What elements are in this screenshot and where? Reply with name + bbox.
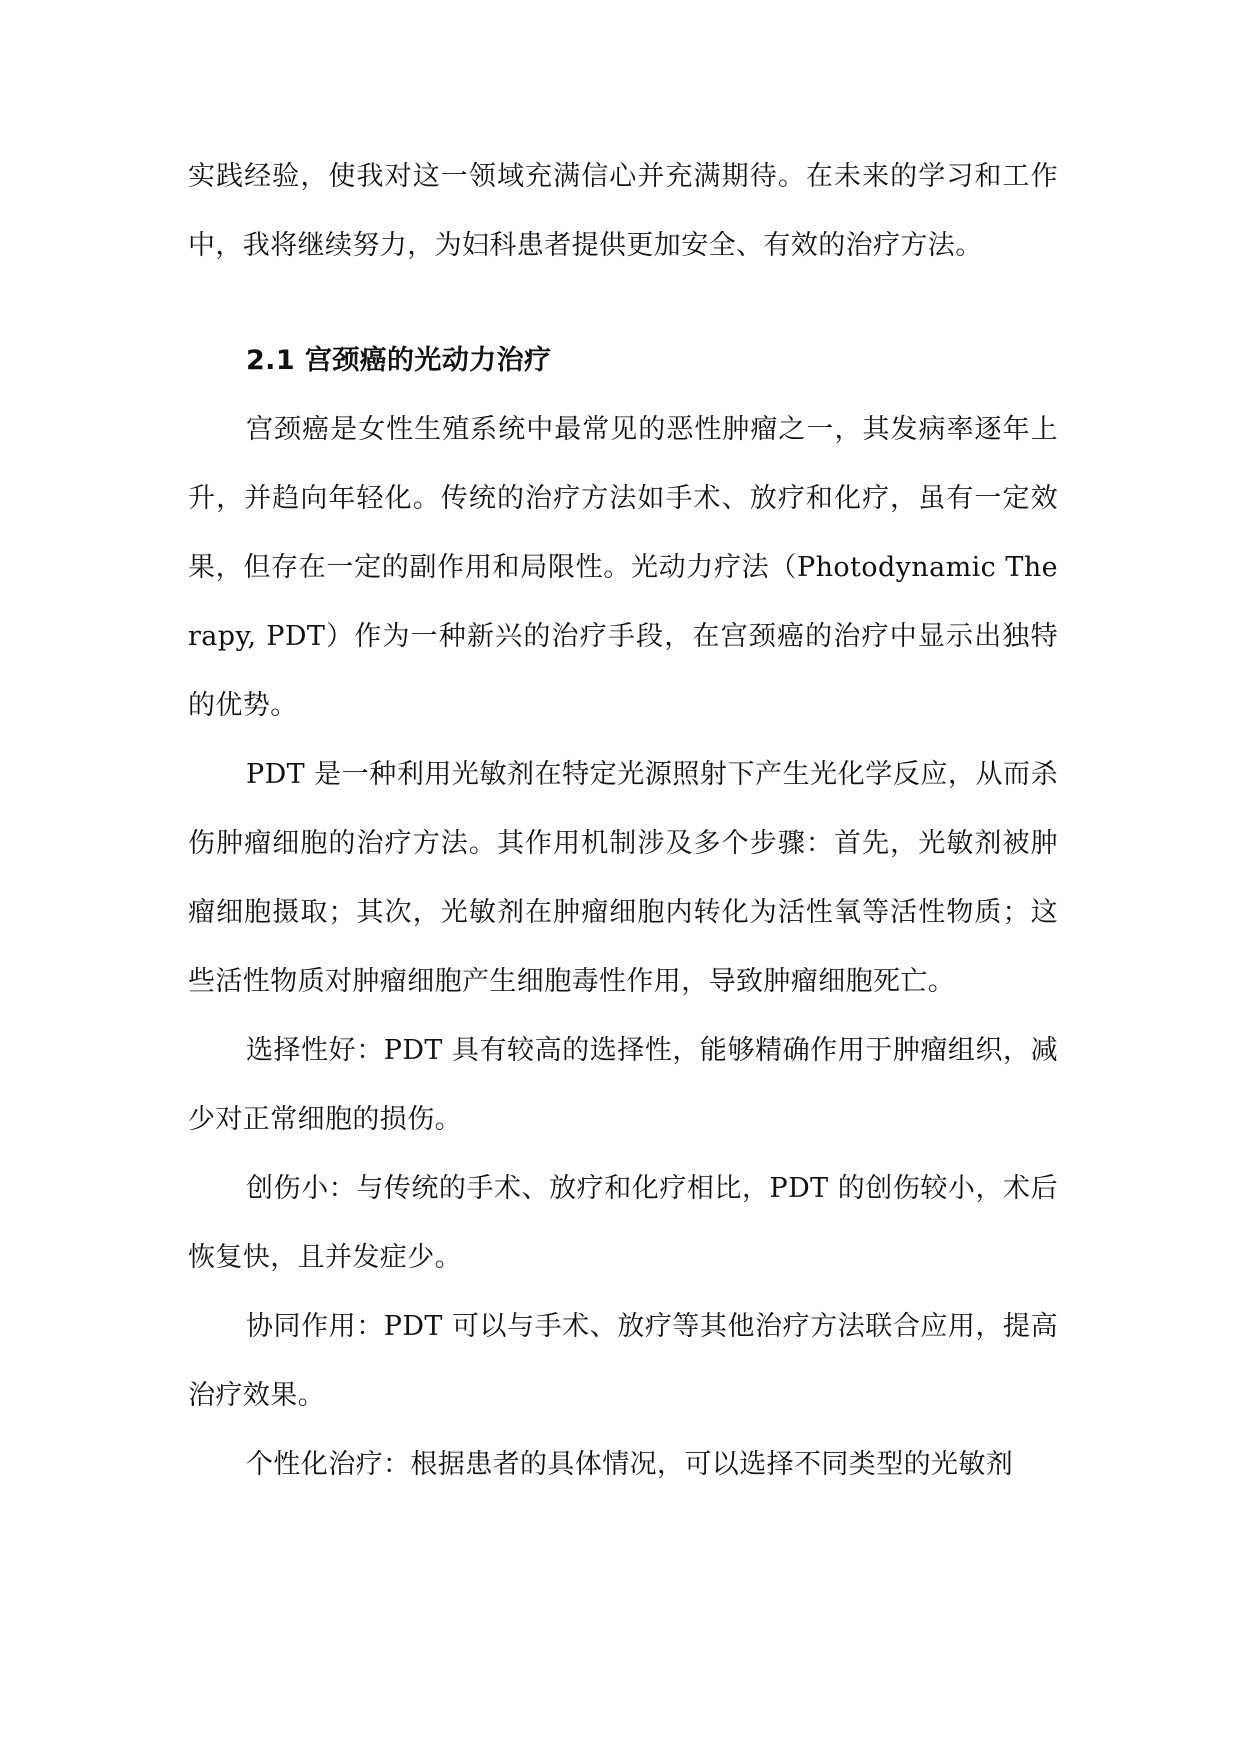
paragraph-personalized: 个性化治疗：根据患者的具体情况，可以选择不同类型的光敏剂 [246,1449,1014,1480]
section-heading: 2.1 宫颈癌的光动力治疗 [246,345,552,376]
paragraph-selectivity: 选择性好：PDT 具有较高的选择性，能够精确作用于肿瘤组织，减少对正常细胞的损伤。 [188,1035,1058,1135]
paragraph-intro: 宫颈癌是女性生殖系统中最常见的恶性肿瘤之一，其发病率逐年上升，并趋向年轻化。传统的治疗方法如手术、放疗和化疗，虽有一定效果，但存在一定的副作用和局限性。光动力疗法（Photodynamic Therapy, PDT）作为一种新兴的治疗手段，在宫颈癌的治疗中显示出独特的优势。 [188,414,1058,721]
paragraph-minimal-trauma: 创伤小：与传统的手术、放疗和化疗相比，PDT 的创伤较小，术后恢复快，且并发症少。 [188,1173,1058,1273]
document-body [188,142,1058,1499]
paragraph-mechanism: PDT 是一种利用光敏剂在特定光源照射下产生光化学反应，从而杀伤肿瘤细胞的治疗方法。其作用机制涉及多个步骤：首先，光敏剂被肿瘤细胞摄取；其次，光敏剂在肿瘤细胞内转化为活性氧等活性物质；这些活性物质对肿瘤细胞产生细胞毒性作用，导致肿瘤细胞死亡。 [188,759,1058,997]
opening-paragraph: 实践经验，使我对这一领域充满信心并充满期待。在未来的学习和工作中，我将继续努力，为妇科患者提供更加安全、有效的治疗方法。 [188,161,1058,261]
paragraph-synergy: 协同作用：PDT 可以与手术、放疗等其他治疗方法联合应用，提高治疗效果。 [188,1311,1058,1411]
